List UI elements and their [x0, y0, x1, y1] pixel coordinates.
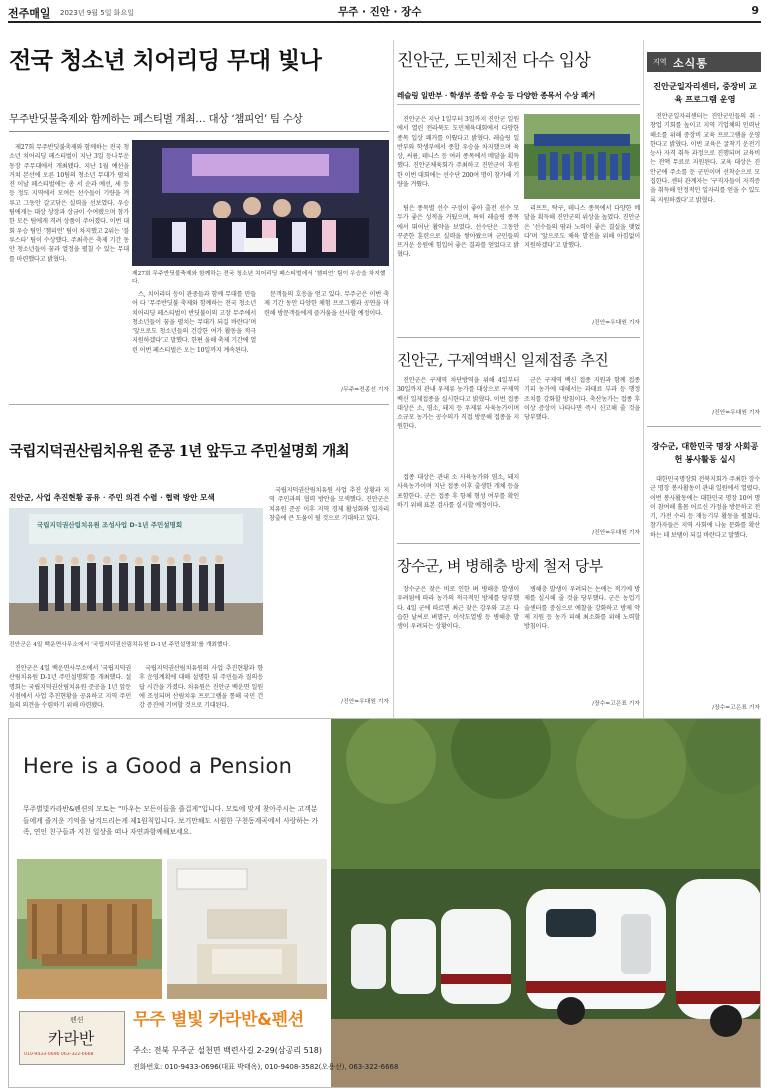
pension-advertisement — [8, 718, 761, 1088]
article1-body-col2: 스, 치어리더 등이 관중들과 함께 무대를 만들어 다 ‘무주반딧불 축제와 함께하는 전국 청소년 치어리딩 페스티벌이 반딧불이의 고장 무주에서 청소년들이 꿈을 펼치는 무대가 되길 바란다’며 ‘앞으로도 청소년들의 건강한 여가 활동을 적극 지원하겠다’고 말했다. 한편 올해 축제 기간에 열린 이번 페스티벌은 오는 10일까지 계속된다. — [132, 291, 256, 354]
article5-body-col3: 국립지덕권산림치유원 사업 추진 상황과 지역 주민과의 협력 방안을 모색했다. 진안군은 치유원 준공 이후 지역 경제 활성화와 일자리 창출에 큰 도움이 될 것으로 기대하고 있다. — [269, 487, 389, 522]
deck-photo — [17, 859, 162, 999]
sidebar-title: 소식통 — [673, 57, 708, 70]
article1-rule — [9, 131, 389, 132]
sidebar-label: 지역 — [653, 58, 667, 66]
sign-small-text: 펜션 — [70, 1016, 84, 1024]
article3-top-rule — [397, 337, 640, 338]
sidebar-divider — [647, 426, 761, 427]
team-photo-image — [524, 114, 640, 199]
article1-caption: 제27회 무주반딧불축제와 함께하는 전국 청소년 치어리딩 페스티벌에서 ‘챔피언’ 팀이 우승을 차지했다. — [132, 271, 386, 285]
article1-byline: /무주=전종선 기자 — [341, 387, 389, 393]
sign-name: 카라반 — [48, 1029, 95, 1048]
page-number: 9 — [751, 4, 759, 17]
article5-body-col2: 국립지덕권산림치유원의 사업 추진현황과 향후 운영계획에 대해 설명한 뒤 주민들과 질의응답 시간을 가졌다. 치유원은 진안군 백운면 일원에 조성되며 산림치유 프로그램을 통해 국민 건강 증진에 기여할 것으로 기대된다. — [139, 665, 263, 710]
article5-subhead: 진안군, 사업 추진현황 공유 · 주민 의견 수렴 · 협력 방안 모색 — [9, 493, 215, 502]
pension-sign — [19, 1011, 125, 1065]
article4-headline: 장수군, 벼 병해충 방제 철저 당부 — [397, 557, 603, 575]
column-divider — [393, 40, 394, 720]
article3-body-col1: 진안군은 구제역 차단방역을 위해 4일부터 30일까지 관내 우제류 농가를 대상으로 구제역 백신 일제접종을 실시한다고 밝혔다. 이번 접종 대상은 소, 염소, 돼지 등 우제류 사육농가이며 소규모 농가는 공수의가 직접 방문해 접종을 지원한다. — [397, 377, 519, 431]
article1-bottom-rule — [9, 404, 389, 405]
business-phone: 전화번호: 010-9433-0696(대표 박태옥), 010-9408-3582(오용선), 063-322-6668 — [133, 1063, 399, 1071]
article3-headline: 진안군, 구제역백신 일제접종 추진 — [397, 351, 609, 369]
article5-headline: 국립지덕권산림치유원 준공 1년 앞두고 주민설명회 개최 — [9, 443, 350, 460]
article4-body-col1: 장수군은 잦은 비로 인한 벼 병해충 발생이 우려됨에 따라 농가의 적극적인 방제를 당부했다. 4일 군에 따르면 최근 잦은 강우와 고온 다습한 날씨로 벼멸구, 이삭도열병 등 병해충 발생이 우려되는 상황이다. — [397, 586, 519, 631]
article1-body-col3: 문객들의 호응을 얻고 있다. 무주군은 이번 축제 기간 동안 다양한 체험 프로그램과 공연을 마련해 방문객들에게 즐거움을 선사할 예정이다. — [264, 291, 389, 317]
article2-byline: /진안=우대원 기자 — [592, 320, 640, 326]
sidebar-news2-byline: /장수=고은표 기자 — [712, 705, 760, 711]
forest-healing-photo — [9, 508, 263, 635]
article2-body-col2: 팀은 종목별 선수 구성이 좋아 출전 선수 모두가 좋은 성적을 거뒀으며, 특히 레슬링 종목에서 뛰어난 활약을 보였다. 선수단은 그동안 꾸준한 훈련으로 실력을 쌓아왔으며 군민들의 뜨거운 응원에 힘입어 좋은 결과를 얻었다고 밝혔다. — [397, 205, 519, 259]
article1-body-col1: 제27회 무주반딧불축제와 함께하는 전국 청소년 치어리딩 페스티벌이 지난 3일 등나무운동장 주무대에서 개최됐다. 지난 1월 예선을 거쳐 본선에 오른 10팀의 청소년 무대가 펼쳐진 이날 페스티벌에는 총 서 순과 예선, 세 등 등 정도 지역에서 모여든 선수들이 기량을 겨루고 그동안 갈고닦은 실력을 선보였다. 우승팀에게는 대상 상장과 상금이 수여됐으며 참가한 모든 팀에게 격려 상품이 주어졌다. 이번 대회 우승 팀인 ‘챔피언’ 팀이 차지했고 2위는 ‘블루스타’ 팀이 수상했다. 주최측은 축제 기간 동안 청소년들이 꿈과 열정을 펼칠 수 있는 무대를 마련했다고 밝혔다. — [9, 144, 129, 263]
caravan-photo — [331, 719, 761, 1088]
article5-byline: /진안=우대원 기자 — [341, 699, 389, 705]
room-photo-image — [167, 859, 327, 999]
header-rule — [8, 21, 761, 23]
sign-phone: 010-9433-0696 063-322-6668 — [24, 1052, 94, 1057]
cheerleading-photo-image — [132, 140, 389, 266]
article4-byline: /장수=고은표 기자 — [592, 701, 640, 707]
article3-body-col3: 군은 구제역 백신 접종 지원과 함께 접종 기피 농가에 대해서는 과태료 부과 등 행정 조치를 강화할 방침이다. 축산농가는 접종 후 이상 증상이 나타나면 즉시 신고해 줄 것을 당부했다. — [524, 377, 640, 422]
ad-tagline: Here is a Good a Pension — [23, 754, 293, 778]
business-address: 주소: 전북 무주군 설천면 백련사길 2-29(삼공리 518) — [133, 1046, 322, 1055]
business-name: 무주 별빛 카라반&펜션 — [133, 1010, 304, 1030]
article5-body-col1: 진안군은 4일 백운면사무소에서 ‘국립지덕권산림치유원 D-1년 주민설명회’를 개최했다. 설명회는 국립지덕권산림치유원 준공을 1년 앞둔 시점에서 사업 추진현황을 공유하고 지역 주민들의 의견을 수렴하기 위해 마련됐다. — [9, 665, 131, 710]
cheerleading-photo — [132, 140, 389, 266]
article4-body-col2: 병해충 발생이 우려되는 논에는 적기에 방제를 실시해 줄 것을 당부했다. 군은 농업기술센터를 중심으로 예찰을 강화하고 방제 약제 지원 등 농가 피해 최소화를 위해 노력할 방침이다. — [524, 586, 640, 631]
sidebar-news1-headline: 진안군일자리센터, 중장비 교육 프로그램 운영 — [653, 81, 757, 104]
masthead — [8, 3, 761, 21]
caravan-photo-image — [331, 719, 761, 1088]
article2-body-col3: 리프트, 탁구, 테니스 종목에서 다양한 메달을 획득해 진안군의 위상을 높였다. 진안군은 ‘선수들의 땀과 노력이 좋은 결실을 맺었다’며 ‘앞으로도 체육 발전을 위해 아낌없이 지원하겠다’고 말했다. — [524, 205, 640, 250]
paper-name: 전주매일 — [8, 7, 51, 20]
sidebar-header — [647, 52, 761, 72]
sports-team-photo — [524, 114, 640, 199]
photo-banner-text: 국립지덕권산림치유원 조성사업 D-1년 주민설명회 — [37, 521, 183, 529]
article4-top-rule — [397, 543, 640, 544]
sidebar-news2-body: 대한민국명장회 전북지회가 주최한 장수군 명장 봉사활동이 관내 일원에서 열렸다. 이번 봉사활동에는 대한민국 명장 10여 명이 참여해 홀몸 어르신 가정을 방문하고 전기, 가전 수리 등 재능기부 활동을 펼쳤다. 참가자들은 지역 사회에 나눔 문화를 확산하는 데 보탬이 되길 바란다고 말했다. — [650, 476, 760, 539]
article3-body-col2: 접종 대상은 관내 소 사육농가와 염소, 돼지 사육농가이며 지난 접종 이후 출생한 개체 등을 포함한다. 군은 접종 후 항체 형성 여부를 확인하기 위해 표본 검사를 실시할 예정이다. — [397, 474, 519, 509]
article3-byline: /진안=우대원 기자 — [592, 530, 640, 536]
article1-subhead: 무주반딧불축제와 함께하는 페스티벌 개최… 대상 ‘챔피언’ 팀 수상 — [9, 113, 303, 125]
article2-headline: 진안군, 도민체전 다수 입상 — [397, 51, 591, 71]
issue-date: 2023년 9월 5일 화요일 — [60, 9, 134, 17]
article1-headline: 전국 청소년 치어리딩 무대 빛나 — [9, 47, 322, 74]
article2-rule — [397, 104, 640, 105]
deck-photo-image — [17, 859, 162, 999]
article5-caption: 진안군은 4일 백운면사무소에서 ‘국립지덕권산림치유원 D-1년 주민설명회’를 개최했다. — [9, 642, 231, 648]
room-photo — [167, 859, 327, 999]
article2-body-col1: 진안군은 지난 1일부터 3일까지 진안군 일원에서 열린 전라북도 도민체육대회에서 다양한 종목 입상 쾌거를 이뤘다고 밝혔다. 레슬링 일반부와 학생부에서 종합 우승을 차지했으며 육상, 씨름, 테니스 등 여러 종목에서 메달을 획득했다. 진안군체육회가 주최하고 진안군이 후원한 이번 대회에는 선수단 200여 명이 참가해 기량을 겨뤘다. — [397, 116, 519, 189]
sidebar-news1-byline: /진안=우대원 기자 — [712, 410, 760, 416]
sidebar-news2-headline: 장수군, 대한민국 명장 사회공헌 봉사활동 실시 — [651, 441, 759, 464]
section-title: 무주 · 진안 · 장수 — [338, 6, 422, 18]
ad-description: 무주별빛카라반&펜션의 모토는 “마우는 모든이들을 즐겁게”입니다. 모토에 맞게 찾아주시는 고객분들에게 즐거운 기억을 남겨드리는게 제1원칙입니다. 보기만해도 시원한 구천동계곡에서 사랑하는 가족, 연인 친구들과 지친 일상을 떠나 자연과함께해보세요. — [23, 805, 319, 836]
sidebar-news1-body: 진안군일자리센터는 진안군민들의 취 · 창업 기회를 높이고 지역 기업체의 인력난 해소를 위해 중장비 교육 프로그램을 운영한다고 밝혔다. 이번 교육은 굴착기 운전기능사 자격 취득 과정으로 진행되며 교육비는 전액 무료로 지원된다. 교육 대상은 진안군에 주소를 둔 군민이며 선착순으로 모집한다. 센터 관계자는 ‘구직자들이 자격증을 취득해 안정적인 일자리를 얻을 수 있도록 지원하겠다’고 밝혔다. — [650, 113, 760, 204]
column-divider — [643, 40, 644, 720]
article2-subhead: 레슬링 일반부 · 학생부 종합 우승 등 다양한 종목서 수상 쾌거 — [397, 91, 596, 100]
